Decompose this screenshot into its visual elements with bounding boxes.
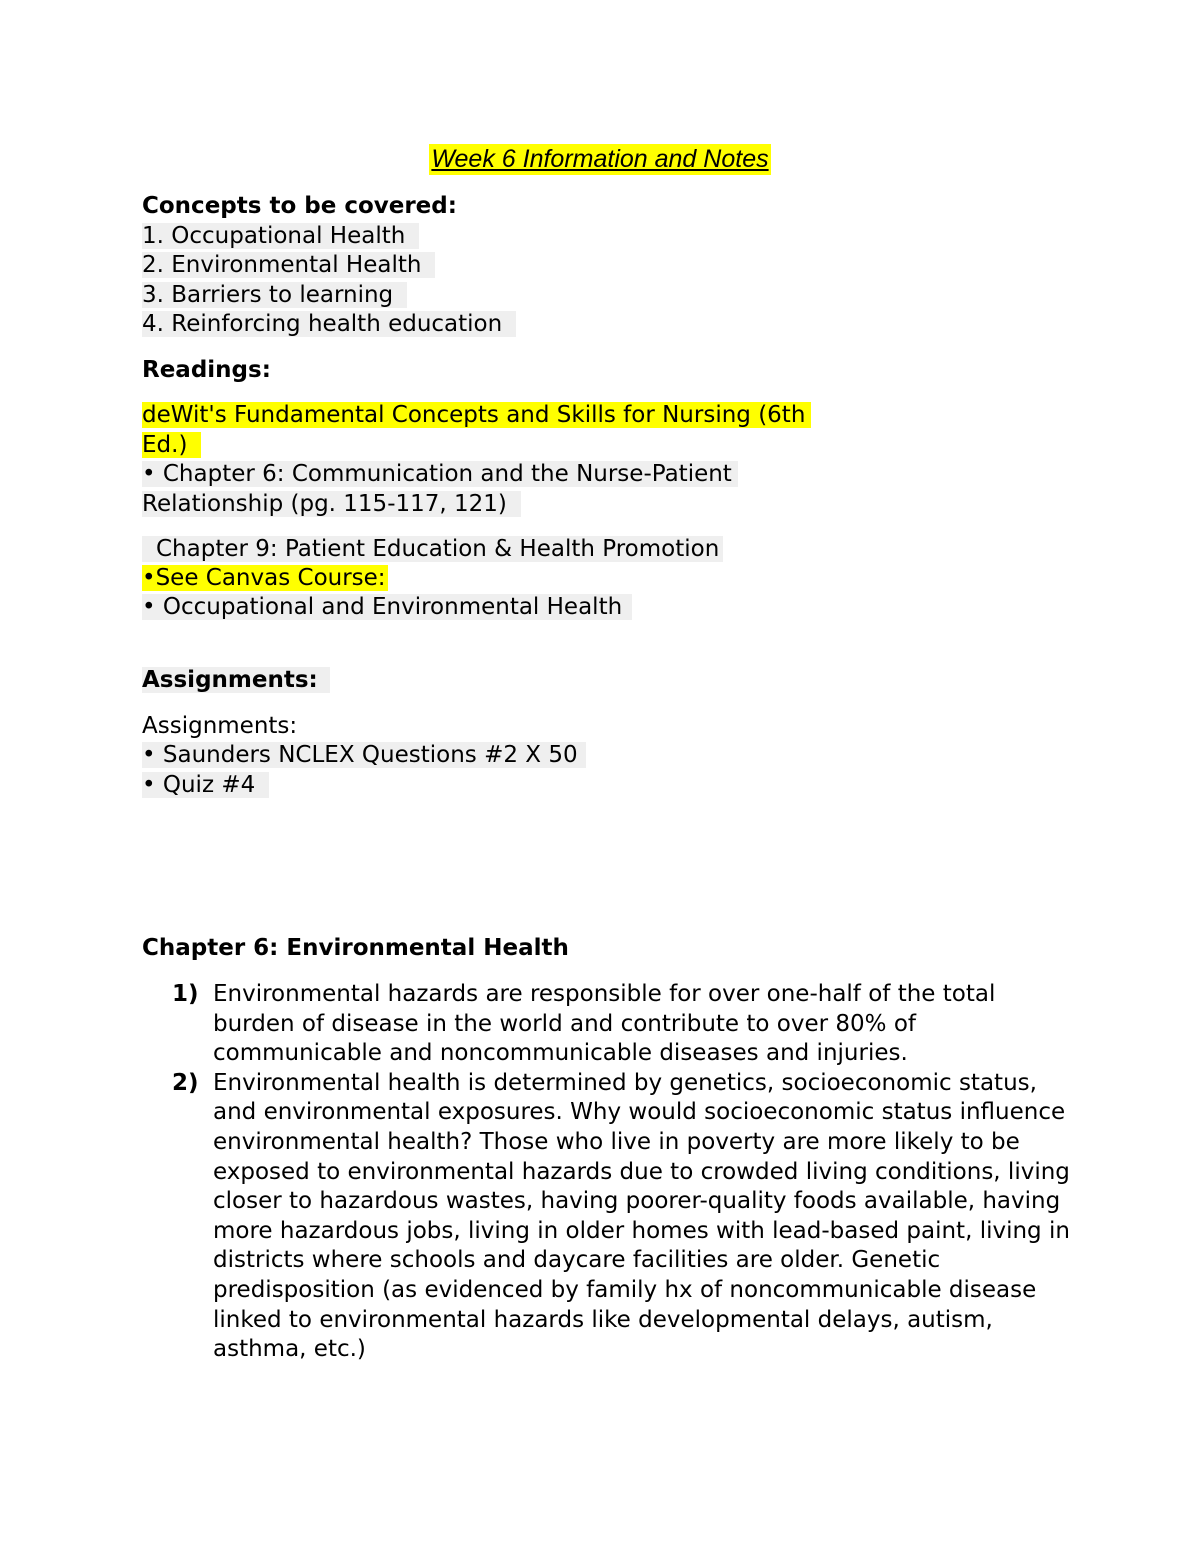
chapter6-reading-line1: • Chapter 6: Communication and the Nurse-Patient [142, 460, 738, 489]
page-title-wrap [0, 144, 1200, 175]
concept-item: 4. Reinforcing health education [142, 310, 516, 339]
canvas-course-note: •See Canvas Course: [142, 565, 386, 591]
concept-item: 2. Environmental Health [142, 251, 435, 280]
list-item-number: 2) [172, 1069, 199, 1096]
list-item-text: Environmental health is determined by genetics, socioeconomic status, and environmental exposures. Why would socioeconomic status influence environmental health? Those who live in poverty are more likely to be exposed to environmental hazards due to crowded living conditions, living closer to hazardous wastes, having poorer-quality foods available, having more hazardous jobs, living in older homes with lead-based paint, living in districts where schools and daycare facilities are older. Genetic predisposition (as evidenced by family hx of noncommunicable disease linked to environmental hazards like developmental delays, autism, asthma, etc.) [213, 1069, 1070, 1363]
readings-heading: Readings: [142, 357, 271, 383]
list-item [172, 980, 1072, 1069]
list-item-number: 1) [172, 981, 199, 1007]
list-item-text: Environmental hazards are responsible for over one-half of the total burden of disease in the world and contribute to over 80% of communicable and noncommunicable diseases and injuries. [213, 981, 996, 1067]
assignment-item: • Quiz #4 [142, 771, 269, 800]
assignment-item: • Saunders NCLEX Questions #2 X 50 [142, 741, 586, 770]
environmental-health-points [172, 980, 1072, 1365]
book-title-line2: Ed.) [142, 431, 201, 460]
chapter6-section-heading: Chapter 6: Environmental Health [142, 935, 569, 961]
chapter9-reading: Chapter 9: Patient Education & Health Promotion [142, 535, 723, 564]
assignments-subheading: Assignments: [142, 713, 298, 739]
concept-item: 3. Barriers to learning [142, 281, 407, 310]
chapter6-reading-line2: Relationship (pg. 115-117, 121) [142, 490, 521, 519]
concept-item: 1. Occupational Health [142, 222, 419, 251]
occ-env-reading: • Occupational and Environmental Health [142, 593, 632, 622]
concepts-heading: Concepts to be covered: [142, 193, 457, 219]
assignments-heading: Assignments: [142, 666, 330, 695]
book-title-line1: deWit's Fundamental Concepts and Skills for Nursing (6th [142, 401, 811, 430]
page-title: Week 6 Information and Notes [431, 145, 769, 173]
list-item [172, 1069, 1072, 1365]
